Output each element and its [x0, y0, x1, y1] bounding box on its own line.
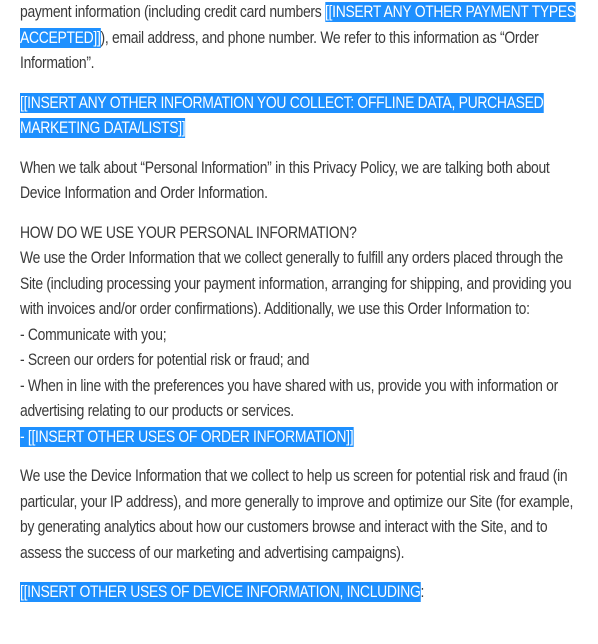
device-information-paragraph: We use the Device Information that we collect to help us screen for potential risk and fraud (in particular, your IP address), and more generally to improve and optimize our Site (for example, by generating analytics about how our customers browse and interact with the Site, and to assess the success of our marketing and advertising campaigns). [20, 467, 574, 562]
privacy-policy-text [20, 0, 586, 620]
other-information-paragraph [20, 91, 586, 142]
placeholder-highlight: - [[INSERT OTHER USES OF ORDER INFORMATION]] [20, 427, 354, 446]
use-of-information-section [20, 221, 586, 451]
personal-information-paragraph: When we talk about “Personal Information” in this Privacy Policy, we are talking both about Device Information and Order Information. [20, 158, 550, 202]
paragraph-text: We use the Order Information that we collect generally to fulfill any orders placed through the Site (including processing your payment information, arranging for shipping, and providing you with invoices and/or order confirmations). Additionally, we use this Order Information to: [20, 249, 572, 318]
list-item [20, 425, 586, 451]
section-heading: HOW DO WE USE YOUR PERSONAL INFORMATION? [20, 223, 357, 242]
paragraph-text: ), email address, and phone number. We refer to this information as “Order Information”. [20, 28, 539, 72]
placeholder-highlight: [[INSERT ANY OTHER PAYMENT TYPES ACCEPTED]] [20, 3, 576, 47]
placeholder-highlight: [[INSERT OTHER USES OF DEVICE INFORMATION, INCLUDING [20, 583, 421, 601]
list-item: - Screen our orders for potential risk or fraud; and [20, 351, 310, 369]
placeholder-highlight: [[INSERT ANY OTHER INFORMATION YOU COLLECT: OFFLINE DATA, PURCHASED MARKETING DATA/LISTS]] [20, 93, 544, 137]
list-item: - Communicate with you; [20, 325, 167, 344]
list-item: - When in line with the preferences you have shared with us, provide you with information or advertising relating to our products or services. [20, 376, 558, 420]
device-uses-paragraph [20, 580, 586, 606]
paragraph-text: : [420, 583, 425, 601]
order-information-paragraph [20, 0, 586, 77]
paragraph-text: payment information (including credit card numbers [20, 3, 325, 21]
